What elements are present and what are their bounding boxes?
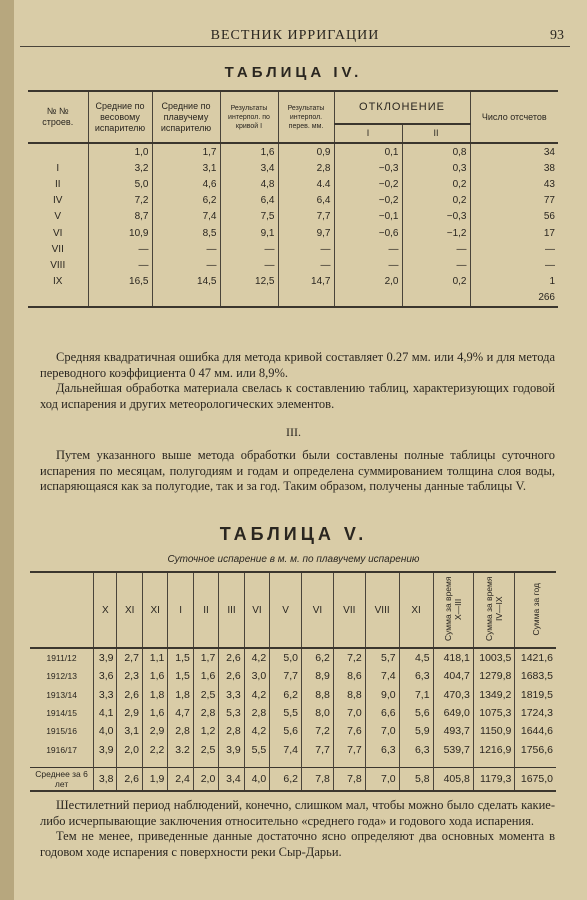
table-cell: 539,7 — [433, 740, 473, 758]
table-cell: 1916/17 — [46, 744, 77, 755]
table-row — [28, 193, 558, 209]
table-cell: 1,6 — [142, 704, 167, 722]
table-cell: 1,0 — [88, 143, 152, 160]
table-cell: 2,0 — [334, 274, 402, 290]
paragraph: Средняя квадратичная ошибка для метода кривой составляет 0.27 мм. или 4,9% и для метода переводного коэффициента 0 47 мм. или 8,9%. — [40, 350, 555, 380]
table-cell: −1,2 — [402, 225, 470, 241]
table-row — [28, 160, 558, 176]
table-cell: 470,3 — [433, 686, 473, 704]
table-cell: 6,2 — [302, 648, 334, 667]
t4-subheader: I — [334, 124, 402, 143]
table-cell: 2,6 — [117, 686, 142, 704]
journal-title: ВЕСТНИК ИРРИГАЦИИ — [210, 28, 380, 43]
t5-header: V — [270, 572, 302, 648]
spacer-cell — [515, 759, 556, 768]
table-cell: 3,3 — [219, 686, 244, 704]
table-cell: — — [278, 257, 334, 273]
table-row — [28, 176, 558, 192]
table-cell: 4,2 — [244, 686, 269, 704]
table-cell: 7,7 — [278, 209, 334, 225]
table-cell: −0,6 — [334, 225, 402, 241]
table-cell: 3,6 — [94, 667, 117, 685]
table-cell: 9,7 — [278, 225, 334, 241]
table-cell: 5,7 — [365, 648, 399, 667]
table-cell: 43 — [470, 176, 558, 192]
table-cell: 6,3 — [365, 740, 399, 758]
table-cell: 1,5 — [168, 648, 193, 667]
table-row — [30, 648, 556, 667]
table-cell: 3,9 — [94, 648, 117, 667]
table-cell: 266 — [470, 290, 558, 307]
table-row — [28, 225, 558, 241]
paragraph-block-1 — [40, 350, 555, 412]
table-cell: 1756,6 — [515, 740, 556, 758]
table-row — [30, 667, 556, 685]
table4 — [28, 90, 558, 308]
table-cell: 3,1 — [152, 160, 220, 176]
table-cell — [88, 290, 152, 307]
table-cell: 16,5 — [88, 274, 152, 290]
table-cell: — — [88, 241, 152, 257]
t5-header-label: Сумма за время IV—IX — [484, 576, 505, 642]
spacer-cell — [399, 759, 433, 768]
table-cell: 10,9 — [88, 225, 152, 241]
table-cell: 3,0 — [244, 667, 269, 685]
table-row — [30, 722, 556, 740]
table-cell: 7,4 — [270, 740, 302, 758]
t5-header: XI — [142, 572, 167, 648]
table-cell: 7,7 — [270, 667, 302, 685]
table-cell: 4,0 — [244, 767, 269, 791]
table-cell: 2,8 — [219, 722, 244, 740]
table-cell: Среднее за 6 лет — [30, 767, 94, 791]
table-cell: 6,3 — [399, 740, 433, 758]
table-cell: — — [470, 241, 558, 257]
table-cell: 2,0 — [193, 767, 218, 791]
table-cell: 1675,0 — [515, 767, 556, 791]
t5-header: VIII — [365, 572, 399, 648]
table-row — [30, 686, 556, 704]
paragraph: Дальнейшая обработка материала свелась к составлению таблиц, характеризующих годовой ход испарения и других метеорологических элементов. — [40, 381, 555, 411]
table5 — [30, 571, 556, 792]
table-cell: 7,4 — [365, 667, 399, 685]
table-cell: 1,8 — [142, 686, 167, 704]
table-cell — [152, 290, 220, 307]
table-cell: — — [152, 257, 220, 273]
table-cell: 4.4 — [278, 176, 334, 192]
spacer-cell — [365, 759, 399, 768]
table-cell: 3,1 — [117, 722, 142, 740]
table-cell: 77 — [470, 193, 558, 209]
table-cell: 7,0 — [365, 767, 399, 791]
table-cell: 1914/15 — [46, 708, 77, 719]
t5-header — [515, 572, 556, 648]
table-cell: 7,2 — [88, 193, 152, 209]
t5-header-label: Сумма за время X—III — [443, 576, 464, 642]
table-cell: 4,6 — [152, 176, 220, 192]
table-cell: 17 — [470, 225, 558, 241]
table-cell: 7,7 — [302, 740, 334, 758]
table-cell: 14,7 — [278, 274, 334, 290]
table-cell: 7,6 — [333, 722, 365, 740]
spacer-cell — [473, 759, 515, 768]
table-cell: −0,3 — [402, 209, 470, 225]
table-cell: 4,5 — [399, 648, 433, 667]
t5-header — [473, 572, 515, 648]
table-cell: 3,2 — [88, 160, 152, 176]
table-cell: 0,8 — [402, 143, 470, 160]
table-cell: 1,5 — [168, 667, 193, 685]
table-cell: 6,3 — [399, 667, 433, 685]
table-cell: 5,6 — [270, 722, 302, 740]
t5-header: VI — [302, 572, 334, 648]
spacer-cell — [302, 759, 334, 768]
table-cell: 9,1 — [220, 225, 278, 241]
table-cell: 7,8 — [302, 767, 334, 791]
table-cell: 2,0 — [117, 740, 142, 758]
t4-header: Результаты интерпол. перев. мм. — [278, 91, 334, 143]
running-header — [20, 26, 570, 47]
table-cell: — — [220, 241, 278, 257]
section-number: III. — [286, 425, 301, 439]
table-cell: 1,2 — [193, 722, 218, 740]
table-cell: 4,8 — [220, 176, 278, 192]
t4-subheader: II — [402, 124, 470, 143]
table-cell: 493,7 — [433, 722, 473, 740]
table-cell: 1,7 — [152, 143, 220, 160]
table-cell: — — [334, 257, 402, 273]
table-cell: 7,1 — [399, 686, 433, 704]
table-cell: 3.2 — [168, 740, 193, 758]
table-cell: 1912/13 — [46, 671, 77, 682]
table-cell: 7,0 — [333, 704, 365, 722]
table-cell: 1003,5 — [473, 648, 515, 667]
table-cell — [28, 290, 88, 307]
table-cell: 5,8 — [399, 767, 433, 791]
spacer-cell — [142, 759, 167, 768]
t4-header: Средние по весовому испарителю — [88, 91, 152, 143]
table-cell: 1,9 — [142, 767, 167, 791]
table-cell: 2,6 — [219, 667, 244, 685]
spacer-cell — [333, 759, 365, 768]
table-cell: 1075,3 — [473, 704, 515, 722]
table-cell: 7,0 — [365, 722, 399, 740]
table-cell: 8,5 — [152, 225, 220, 241]
table-cell: 1,6 — [193, 667, 218, 685]
table-row — [28, 257, 558, 273]
table-cell: 2,8 — [244, 704, 269, 722]
table-cell: 0,2 — [402, 193, 470, 209]
table-cell — [402, 290, 470, 307]
table-cell: 56 — [470, 209, 558, 225]
spacer-cell — [270, 759, 302, 768]
table-cell: VII — [51, 243, 64, 255]
table-cell: 34 — [470, 143, 558, 160]
table-row — [28, 274, 558, 290]
table-cell: 3,8 — [94, 767, 117, 791]
table-cell: 6,4 — [220, 193, 278, 209]
table-cell: 8,7 — [88, 209, 152, 225]
t5-header — [30, 572, 94, 648]
table-cell: 4,0 — [94, 722, 117, 740]
table-cell: 2,5 — [193, 740, 218, 758]
table-cell: — — [470, 257, 558, 273]
table-cell: 4,1 — [94, 704, 117, 722]
t5-header: X — [94, 572, 117, 648]
table-cell: 3,4 — [220, 160, 278, 176]
table-cell: 649,0 — [433, 704, 473, 722]
table-cell: — — [220, 257, 278, 273]
paragraph: Тем не менее, приведенные данные достаточно ясно определяют два основных момента в годовом ходе испарения с поверхности реки Сыр-Дарьи. — [40, 829, 555, 859]
table-cell: 1421,6 — [515, 648, 556, 667]
table-cell: IV — [53, 195, 63, 207]
table-cell: 2,3 — [117, 667, 142, 685]
table-cell: 5,0 — [88, 176, 152, 192]
table-cell: 1644,6 — [515, 722, 556, 740]
table-cell: — — [152, 241, 220, 257]
table-cell: 1915/16 — [46, 726, 77, 737]
table-cell: — — [88, 257, 152, 273]
table-cell: 0,1 — [334, 143, 402, 160]
table-cell: 0,9 — [278, 143, 334, 160]
table-cell: VIII — [50, 259, 66, 271]
table-cell: −0,2 — [334, 193, 402, 209]
table5-title: ТАБЛИЦА V. — [219, 524, 368, 544]
paragraph: Шестилетний период наблюдений, конечно, слишком мал, чтобы можно было сделать какие-либо исчерпывающие заключения относительно «среднего года» и годового хода испарения. — [40, 798, 555, 828]
paragraph: Путем указанного выше метода обработки были составлены полные таблицы суточного испарения по месяцам, полугодиям и годам и определена суммированием толщина слоя воды, испаряющаяся как за полугодие, так и за год. Таким образом, получены данные таблицы V. — [40, 448, 555, 493]
table-cell: 1216,9 — [473, 740, 515, 758]
table-cell: VI — [53, 227, 63, 239]
table-cell: 1,6 — [142, 667, 167, 685]
table-cell: 7,7 — [333, 740, 365, 758]
average-row — [30, 767, 556, 791]
table-cell: — — [402, 257, 470, 273]
table-cell: 2,5 — [193, 686, 218, 704]
table-cell: 1,8 — [168, 686, 193, 704]
spacer-cell — [433, 759, 473, 768]
table-cell: 5,6 — [399, 704, 433, 722]
table-cell: 2,4 — [168, 767, 193, 791]
table-cell: 2,9 — [117, 704, 142, 722]
table-cell: — — [402, 241, 470, 257]
table-cell: 2,6 — [219, 648, 244, 667]
table-cell: −0,1 — [334, 209, 402, 225]
table-cell: 6,2 — [152, 193, 220, 209]
spacer-cell — [30, 759, 94, 768]
page-number: 93 — [550, 28, 564, 43]
table-cell: 0,3 — [402, 160, 470, 176]
table-cell: 1911/12 — [46, 653, 77, 664]
table-cell: 6,2 — [270, 767, 302, 791]
spacer-cell — [94, 759, 117, 768]
t5-header: II — [193, 572, 218, 648]
t5-header-label: Сумма за год — [530, 582, 541, 636]
table-cell: 1279,8 — [473, 667, 515, 685]
table-cell: 1 — [470, 274, 558, 290]
table-cell: 418,1 — [433, 648, 473, 667]
table-cell: 2,7 — [117, 648, 142, 667]
table-cell: 38 — [470, 160, 558, 176]
table-cell: 1683,5 — [515, 667, 556, 685]
table-cell: 4,2 — [244, 648, 269, 667]
table-cell: 5,5 — [244, 740, 269, 758]
table-cell: −0,2 — [334, 176, 402, 192]
table-cell: 2,8 — [278, 160, 334, 176]
table-cell: — — [278, 241, 334, 257]
table-cell: 6,2 — [270, 686, 302, 704]
table-cell: 8,0 — [302, 704, 334, 722]
spacer-cell — [219, 759, 244, 768]
table-cell: 405,8 — [433, 767, 473, 791]
table5-caption: Суточное испарение в м. м. по плавучему испарению — [167, 554, 420, 565]
table-row — [28, 143, 558, 160]
table-cell: 6,6 — [365, 704, 399, 722]
table-cell: 404,7 — [433, 667, 473, 685]
table-cell: 5,0 — [270, 648, 302, 667]
table-row — [28, 290, 558, 307]
table-cell: 5,9 — [399, 722, 433, 740]
t5-header — [433, 572, 473, 648]
spacer-cell — [168, 759, 193, 768]
table-row — [30, 704, 556, 722]
spacer-cell — [193, 759, 218, 768]
table-cell: 1819,5 — [515, 686, 556, 704]
table-cell: 9,0 — [365, 686, 399, 704]
table-cell: 0,2 — [402, 274, 470, 290]
table-cell: 8,6 — [333, 667, 365, 685]
table-cell: 7,8 — [333, 767, 365, 791]
table-cell: 7,5 — [220, 209, 278, 225]
table-cell: 2,8 — [168, 722, 193, 740]
table-cell: 7,4 — [152, 209, 220, 225]
table-cell: 1,1 — [142, 648, 167, 667]
table-cell: 1349,2 — [473, 686, 515, 704]
table-cell: 1,7 — [193, 648, 218, 667]
table-cell: I — [56, 162, 60, 174]
table-cell: 7,2 — [333, 648, 365, 667]
table-cell: 1179,3 — [473, 767, 515, 791]
table4-title: ТАБЛИЦА IV. — [224, 64, 363, 81]
table-cell — [220, 290, 278, 307]
table-cell: 1,6 — [220, 143, 278, 160]
table-row — [30, 740, 556, 758]
table-cell: 2,8 — [193, 704, 218, 722]
table-cell: 8,8 — [333, 686, 365, 704]
table-cell: 8,9 — [302, 667, 334, 685]
spacer-cell — [117, 759, 142, 768]
t5-header: VII — [333, 572, 365, 648]
table-cell — [28, 143, 88, 160]
table-cell: 3,3 — [94, 686, 117, 704]
table-cell: 7,2 — [302, 722, 334, 740]
table-cell: 1150,9 — [473, 722, 515, 740]
table-cell: 1913/14 — [46, 689, 77, 700]
table-cell: −0,3 — [334, 160, 402, 176]
t5-header: XI — [399, 572, 433, 648]
table-cell: 4,7 — [168, 704, 193, 722]
spacer-cell — [244, 759, 269, 768]
spacer-row — [30, 759, 556, 768]
table-cell: 2,2 — [142, 740, 167, 758]
t5-header: I — [168, 572, 193, 648]
table-cell: 3,9 — [219, 740, 244, 758]
t4-header: Число отсчетов — [470, 91, 558, 143]
paragraph-block-3 — [40, 798, 555, 860]
t4-header: № № строев. — [28, 91, 88, 143]
table-cell: IX — [53, 276, 63, 288]
table-cell: II — [54, 178, 61, 190]
table-cell: 5,3 — [219, 704, 244, 722]
table-cell: — — [334, 241, 402, 257]
table-cell: 1724,3 — [515, 704, 556, 722]
paragraph-block-2 — [40, 448, 555, 495]
t5-header: III — [219, 572, 244, 648]
t4-header: Результаты интерпол. по кривой I — [220, 91, 278, 143]
table-row — [28, 241, 558, 257]
table-cell: 5,5 — [270, 704, 302, 722]
table-cell: 6,4 — [278, 193, 334, 209]
table-cell: 12,5 — [220, 274, 278, 290]
table-cell: 0,2 — [402, 176, 470, 192]
table-cell: 2,6 — [117, 767, 142, 791]
table-cell — [278, 290, 334, 307]
table-cell: 8,8 — [302, 686, 334, 704]
table-cell: 2,9 — [142, 722, 167, 740]
t4-header: Средние по плавучему испарителю — [152, 91, 220, 143]
t5-header: VI — [244, 572, 269, 648]
table-cell — [334, 290, 402, 307]
table-cell: V — [54, 211, 62, 223]
table-cell: 3,9 — [94, 740, 117, 758]
table-row — [28, 209, 558, 225]
t4-header-deviation: ОТКЛОНЕНИЕ — [334, 91, 470, 124]
table-cell: 3,4 — [219, 767, 244, 791]
t5-header: XI — [117, 572, 142, 648]
table-cell: 14,5 — [152, 274, 220, 290]
table-cell: 4,2 — [244, 722, 269, 740]
